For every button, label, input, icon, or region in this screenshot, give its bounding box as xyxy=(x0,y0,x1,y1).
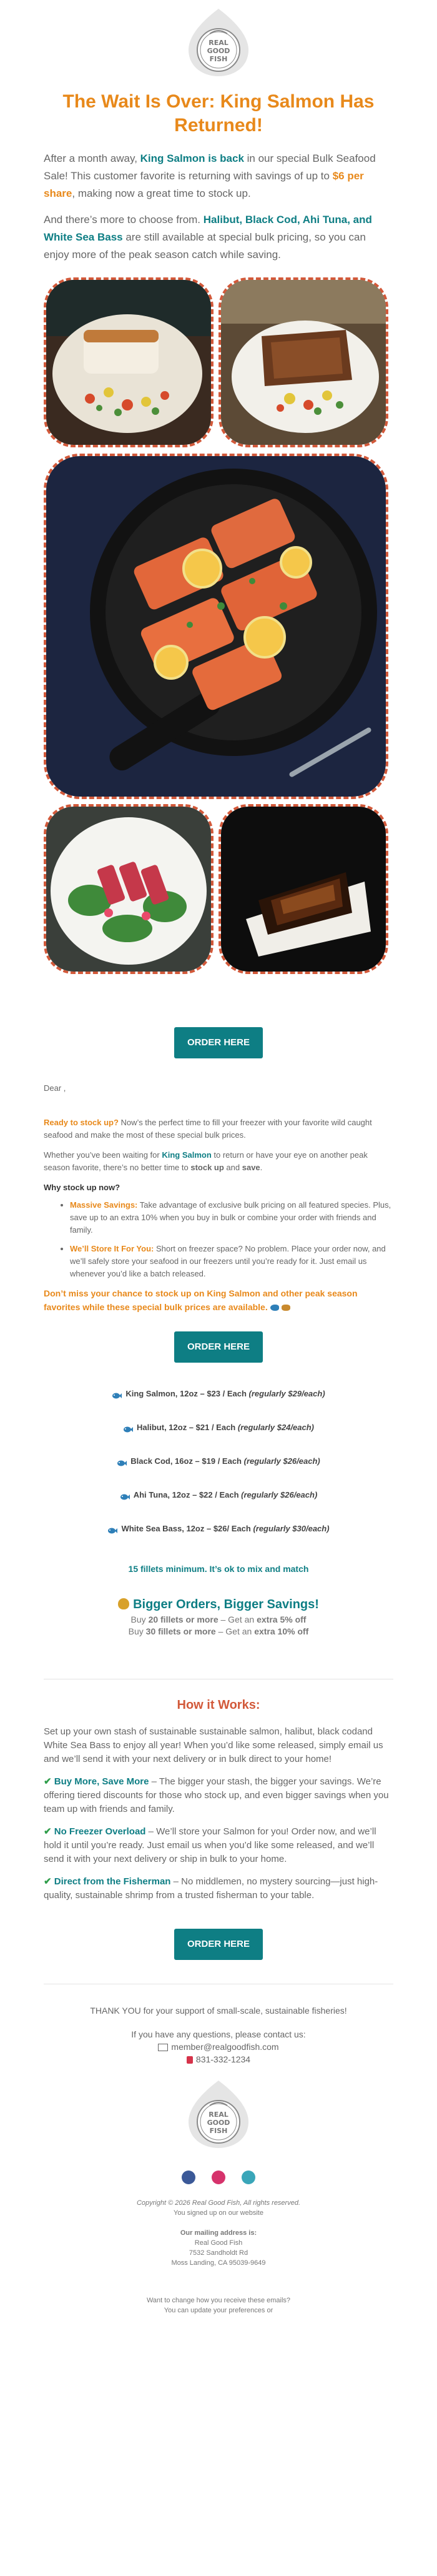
money-bag-icon xyxy=(118,1598,129,1609)
fish-icon xyxy=(120,1492,130,1499)
benefit-item: • Massive Savings: Take advantage of exclusive bulk pricing on all featured species. Plus, save up to an extra 10% when you buy in bulk or combine your order with friends and family. xyxy=(70,1199,393,1236)
svg-text:REAL: REAL xyxy=(209,2111,228,2119)
email-link[interactable]: member@realgoodfish.com xyxy=(171,2042,279,2052)
change-emails-note: Want to change how you receive these emails? xyxy=(146,2297,291,2304)
brand-logo[interactable] xyxy=(185,7,252,77)
tier-line-1: Buy 20 fillets or more – Get an extra 5% off xyxy=(130,1614,307,1624)
footer-logo[interactable] xyxy=(185,2079,252,2149)
hero-title: The Wait Is Over: King Salmon Has Returned! xyxy=(62,91,375,136)
check-icon: ✔ xyxy=(44,1826,52,1837)
address-line: 7532 Sandholdt Rd xyxy=(189,2249,248,2257)
how-it-works-section xyxy=(44,1698,393,1902)
why-stock-up-heading: Why stock up now? xyxy=(44,1183,120,1192)
hero-paragraph-2: And there’s more to choose from. Halibut, Black Cod, Ahi Tuna, and White Sea Bass are still available at special bulk pricing, so you can enjoy more of the peak season catch while saving. xyxy=(44,214,372,261)
price-list xyxy=(44,1388,393,1535)
greeting: Dear , xyxy=(44,1083,66,1093)
phone-link[interactable]: 831-332-1234 xyxy=(195,2054,251,2064)
thanks-line: THANK YOU for your support of small-scale, sustainable fisheries! xyxy=(90,2006,347,2016)
fish-emoji-icon xyxy=(270,1305,279,1311)
photo-salmon-skillet[interactable] xyxy=(44,454,388,799)
wait-paragraph: Whether you’ve been waiting for King Salmon to return or have your eye on another peak season favorite, there’s no better time to stock up and save. xyxy=(44,1150,368,1172)
price-item-halibut: Halibut, 12oz – $21 / Each (regularly $24/each) xyxy=(44,1421,393,1434)
thanks-block xyxy=(44,2004,393,2066)
photo-ahi-tuna-salad[interactable] xyxy=(44,804,214,974)
photo-halibut-salsa[interactable] xyxy=(219,277,388,447)
price-item-king-salmon: King Salmon, 12oz – $23 / Each (regularly $29/each) xyxy=(44,1388,393,1400)
benefit-item: • We’ll Store It For You: Short on freezer space? No problem. Place your order now, and we’ll safely store your seafood in our freezers until you’re ready for it. Just email us whenever you’d like a batch released. xyxy=(70,1243,393,1280)
how-it-works-title: How it Works: xyxy=(177,1698,260,1712)
hero-paragraph-1: After a month away, King Salmon is back in our special Bulk Seafood Sale! This customer favorite is returning with savings of up to $6 per share, making now a great time to stock up. xyxy=(44,152,376,199)
fish-icon xyxy=(112,1391,122,1398)
email-body xyxy=(44,7,393,2315)
svg-text:REAL: REAL xyxy=(209,39,228,47)
svg-text:GOOD: GOOD xyxy=(207,2119,230,2127)
footer xyxy=(44,2198,393,2315)
fish-icon xyxy=(123,1425,133,1432)
order-here-button-2[interactable]: ORDER HERE xyxy=(174,1331,263,1363)
how-step: ✔ No Freezer Overload – We’ll store your Salmon for you! Order now, and we’ll hold it until you’re ready. Just email us when you’d like some released, and we’ll send it with your next delivery or ship in bulk to your home. xyxy=(44,1826,376,1864)
photo-black-cod[interactable] xyxy=(219,804,388,974)
svg-text:FISH: FISH xyxy=(209,2127,228,2135)
price-item-ahi-tuna: Ahi Tuna, 12oz – $22 / Each (regularly $26/each) xyxy=(44,1489,393,1501)
questions-line: If you have any questions, please contact us: xyxy=(131,2029,306,2039)
order-here-button-1[interactable]: ORDER HERE xyxy=(174,1027,263,1058)
check-icon: ✔ xyxy=(44,1876,52,1887)
photo-seabass-salsa[interactable] xyxy=(44,277,214,447)
address-line: Moss Landing, CA 95039-9649 xyxy=(171,2259,266,2267)
how-step: ✔ Direct from the Fisherman – No middlemen, no mystery sourcing—just high-quality, sustainable shrimp from a trusted fisherman to your table. xyxy=(44,1876,378,1901)
price-item-black-cod: Black Cod, 16oz – $19 / Each (regularly $26/each) xyxy=(44,1455,393,1468)
benefits-list xyxy=(44,1199,393,1280)
signup-note: You signed up on our website xyxy=(174,2209,263,2217)
fish-icon xyxy=(107,1526,117,1533)
phone-row xyxy=(44,2053,393,2066)
update-preferences-link[interactable]: You can update your preferences or xyxy=(164,2307,273,2314)
social-links xyxy=(44,2171,393,2184)
photo-gallery xyxy=(44,277,393,1027)
minimum-note: 15 fillets minimum. It’s ok to mix and match xyxy=(128,1564,309,1574)
address-line: Real Good Fish xyxy=(194,2239,243,2247)
instagram-icon[interactable] xyxy=(212,2171,225,2184)
order-here-button-3[interactable]: ORDER HERE xyxy=(174,1929,263,1960)
how-intro: Set up your own stash of sustainable sustainable salmon, halibut, black codand White Sea Bass to enjoy all year! When you’d like some released, simply email us and we’ll send it with your next delivery or in bulk direct to your home! xyxy=(44,1726,383,1764)
envelope-icon xyxy=(158,2044,168,2051)
copyright: Copyright © 2026 Real Good Fish, All rights reserved. xyxy=(136,2199,301,2207)
bigger-orders-title: Bigger Orders, Bigger Savings! xyxy=(44,1598,393,1612)
dont-miss-paragraph: Don’t miss your chance to stock up on King Salmon and other peak season favorites while these special bulk prices are available. xyxy=(44,1288,358,1312)
fish-icon xyxy=(117,1458,127,1466)
mailing-label: Our mailing address is: xyxy=(180,2229,257,2237)
facebook-icon[interactable] xyxy=(182,2171,195,2184)
tier-line-2: Buy 30 fillets or more – Get an extra 10% off xyxy=(128,1626,309,1636)
check-icon: ✔ xyxy=(44,1776,52,1787)
svg-text:FISH: FISH xyxy=(209,55,228,63)
how-step: ✔ Buy More, Save More – The bigger your stash, the bigger your savings. We’re offering tiered discounts for those who stock up, and even bigger savings when you team up with friends and family. xyxy=(44,1776,389,1814)
website-icon[interactable] xyxy=(242,2171,255,2184)
bigger-orders-block xyxy=(44,1598,393,1636)
email-row xyxy=(44,2041,393,2053)
svg-text:GOOD: GOOD xyxy=(207,47,230,55)
phone-icon xyxy=(187,2056,193,2064)
price-item-white-sea-bass: White Sea Bass, 12oz – $26/ Each (regularly $30/each) xyxy=(44,1523,393,1535)
wave-emoji-icon xyxy=(282,1305,290,1311)
ready-paragraph: Ready to stock up? Now’s the perfect time to fill your freezer with your favorite wild caught seafood and make the most of these special bulk prices. xyxy=(44,1118,372,1140)
